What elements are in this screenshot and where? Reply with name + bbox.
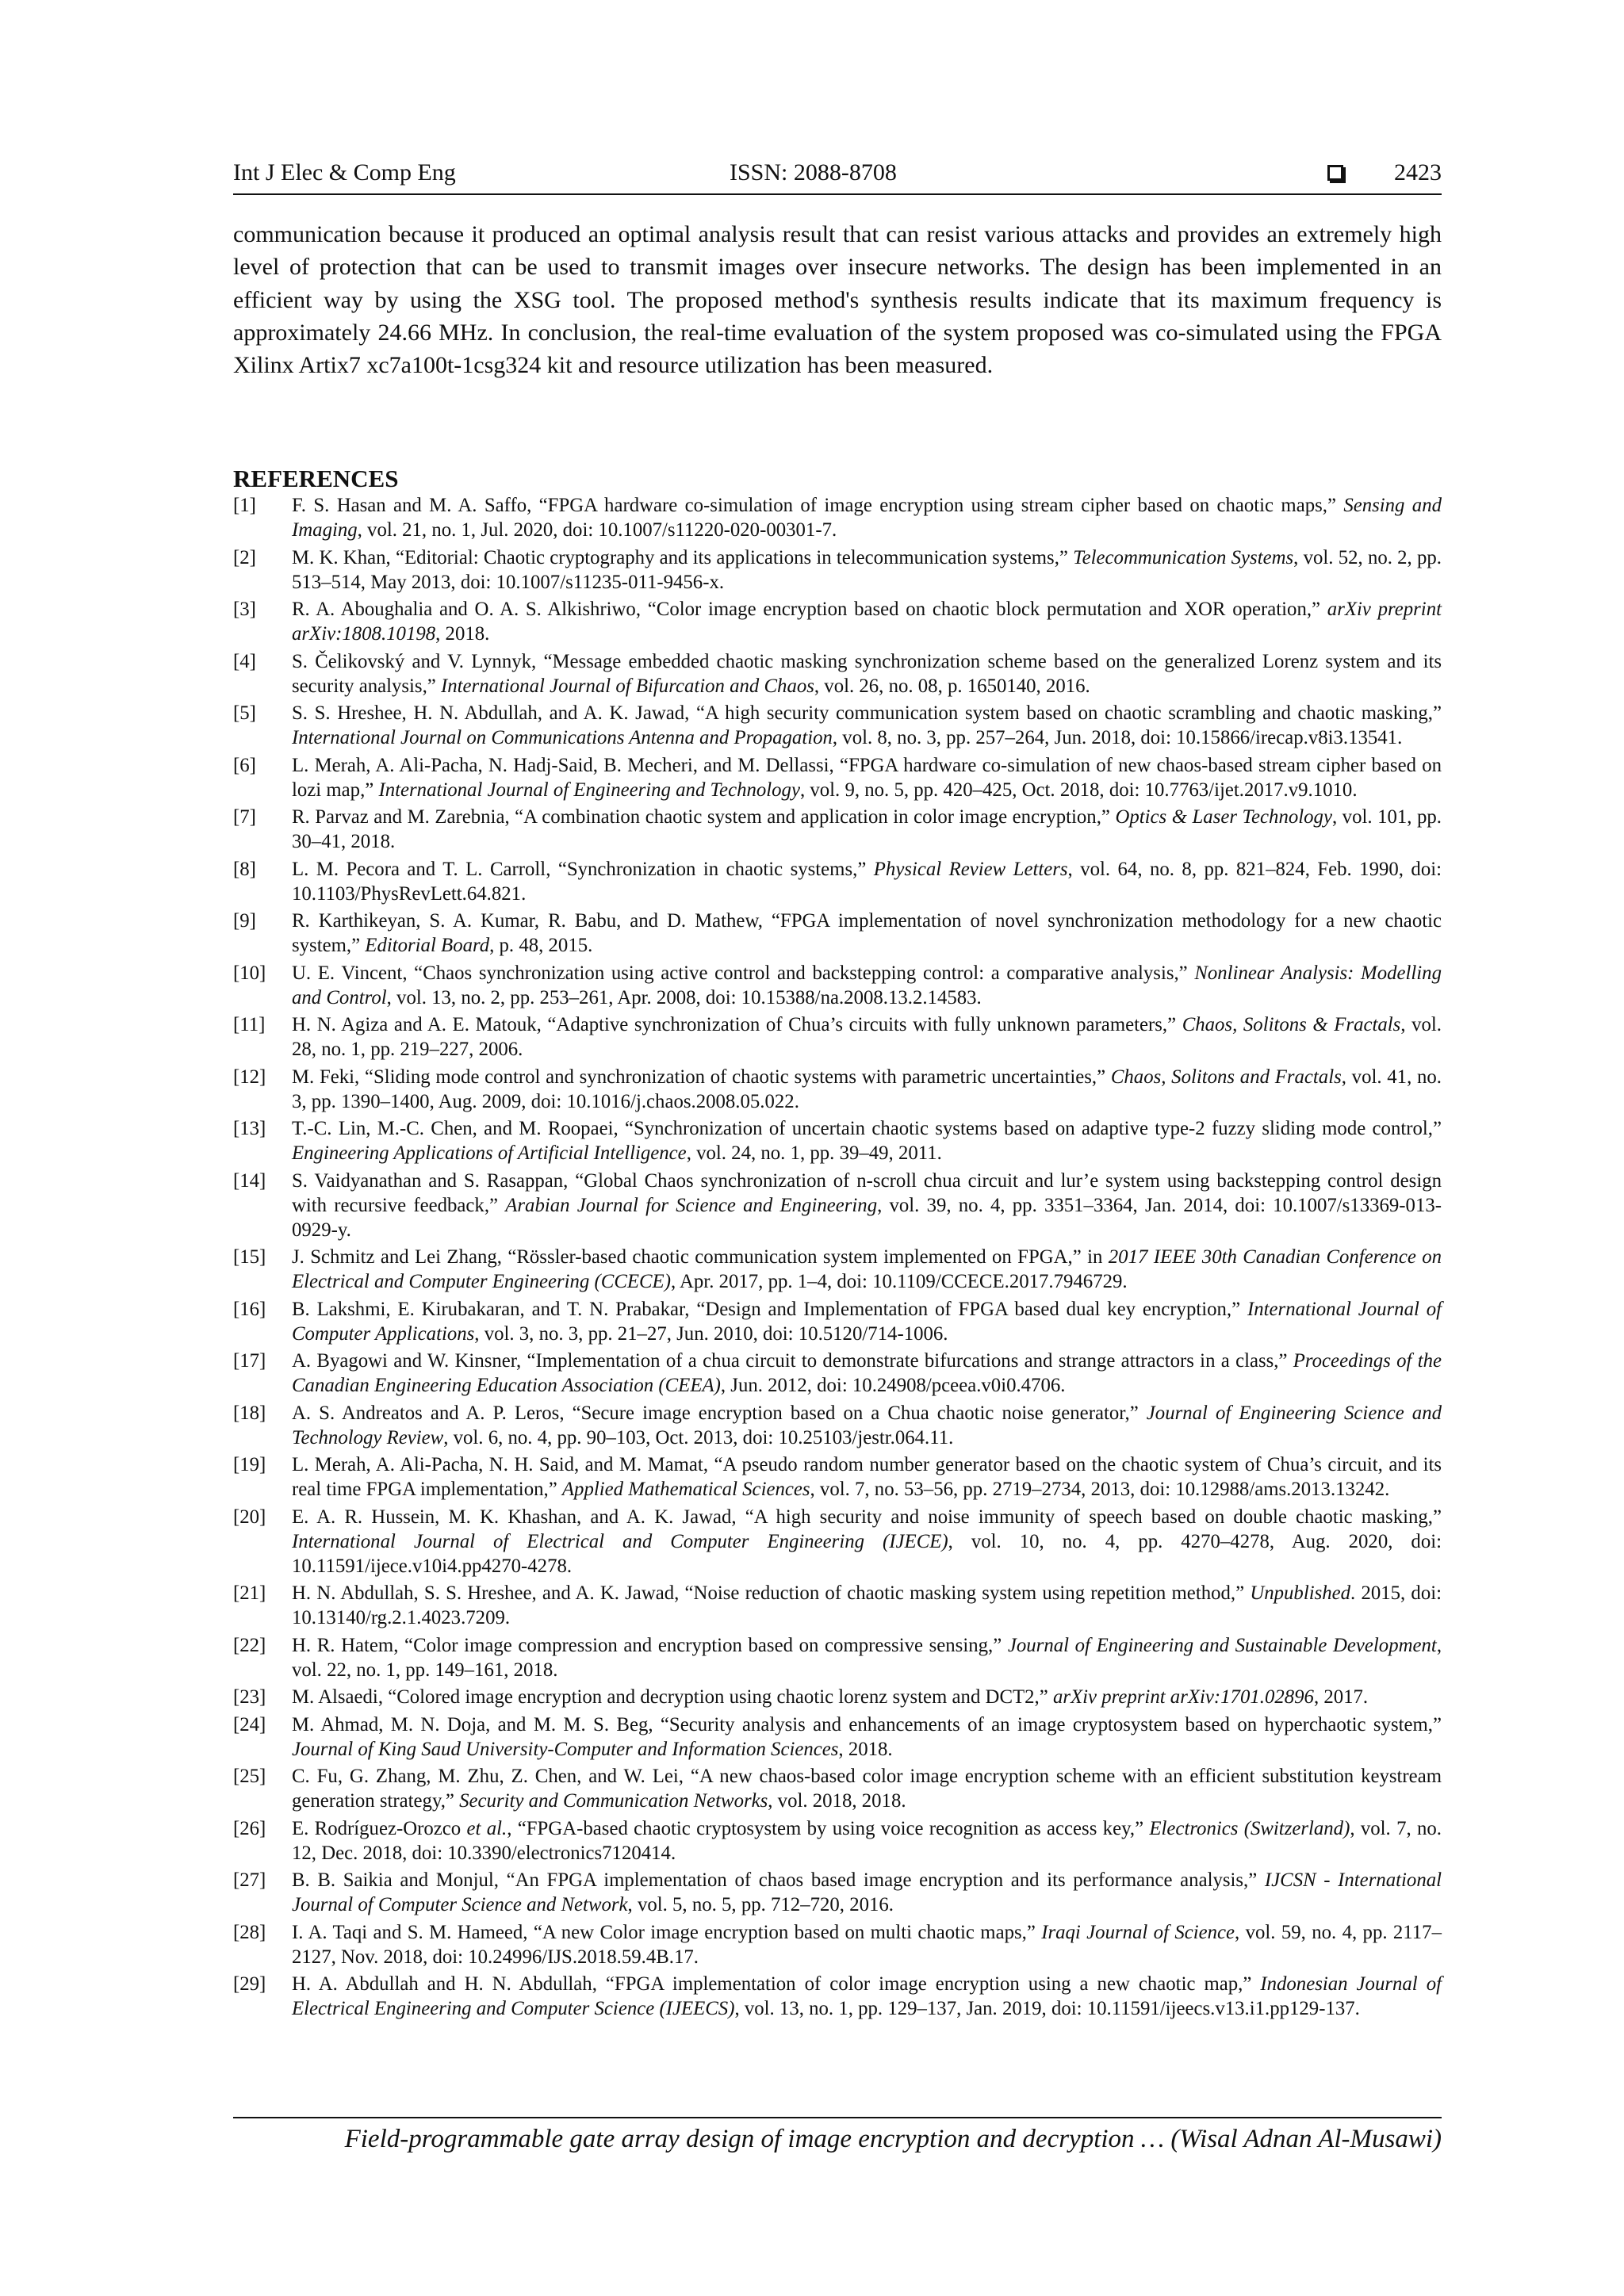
- reference-text: [292, 1297, 1442, 1346]
- reference-text: [292, 961, 1442, 1010]
- reference-number: [5]: [233, 702, 256, 724]
- reference-text: [292, 701, 1442, 750]
- reference-number: [2]: [233, 546, 256, 568]
- reference-segment: L. Merah, A. Ali-Pacha, N. Hadj-Said, B. Mecheri, and M. Dellassi, “FPGA hardware co-simulation of new chaos-based stream cipher based on lozi map,”: [292, 754, 1442, 801]
- reference-item: [233, 1505, 1442, 1578]
- reference-text: [292, 1452, 1442, 1502]
- reference-item: [233, 545, 1442, 595]
- reference-segment: I. A. Taqi and S. M. Hameed, “A new Color image encryption based on multi chaotic maps,”: [292, 1921, 1042, 1943]
- reference-segment: S. Vaidyanathan and S. Rasappan, “Global Chaos synchronization of n-scroll chua circuit and lur’e system using backstepping control design with recursive feedback,”: [292, 1169, 1442, 1216]
- reference-number: [17]: [233, 1350, 266, 1372]
- reference-source: Journal of King Saud University-Computer and Information Sciences: [292, 1738, 839, 1760]
- reference-segment: , vol. 5, no. 5, pp. 712–720, 2016.: [627, 1894, 894, 1915]
- references-list: [233, 493, 1442, 2024]
- reference-segment: , vol. 21, no. 1, Jul. 2020, doi: 10.1007/s11220-020-00301-7.: [357, 519, 837, 541]
- reference-segment: S. Čelikovský and V. Lynnyk, “Message embedded chaotic masking synchronization scheme based on the generalized Lorenz system and its security analysis,”: [292, 650, 1442, 697]
- reference-segment: , Jun. 2012, doi: 10.24908/pceea.v0i0.4706.: [720, 1375, 1066, 1396]
- reference-item: [233, 701, 1442, 750]
- reference-text: [292, 1972, 1442, 2021]
- reference-item: [233, 1297, 1442, 1346]
- reference-segment: M. Ahmad, M. N. Doja, and M. M. S. Beg, “Security analysis and enhancements of an image cryptosystem based on hyperchaotic system,”: [292, 1713, 1442, 1735]
- reference-source: Sensing and Imaging: [292, 495, 1442, 541]
- reference-segment: S. S. Hreshee, H. N. Abdullah, and A. K. Jawad, “A high security communication system based on chaotic scrambling and chaotic masking,”: [292, 702, 1442, 724]
- reference-segment: L. Merah, A. Ali-Pacha, N. H. Said, and M. Mamat, “A pseudo random number generator based on the chaotic system of Chua’s circuit, and its real time FPGA implementation,”: [292, 1454, 1442, 1500]
- reference-source: Chaos, Solitons & Fractals: [1182, 1014, 1401, 1035]
- reference-number: [23]: [233, 1686, 266, 1708]
- reference-segment: H. A. Abdullah and H. N. Abdullah, “FPGA implementation of color image encryption using a new chaotic map,”: [292, 1973, 1261, 1995]
- reference-number: [8]: [233, 858, 256, 880]
- reference-item: [233, 1452, 1442, 1502]
- reference-segment: , 2018.: [838, 1738, 893, 1760]
- reference-segment: , vol. 28, no. 1, pp. 219–227, 2006.: [292, 1014, 1442, 1060]
- reference-segment: , vol. 7, no. 53–56, pp. 2719–2734, 2013, doi: 10.12988/ams.2013.13242.: [810, 1479, 1390, 1500]
- reference-text: [292, 1116, 1442, 1165]
- reference-item: [233, 1581, 1442, 1630]
- reference-number: [28]: [233, 1921, 266, 1943]
- reference-text: [292, 597, 1442, 646]
- page-number: 2423: [1394, 159, 1442, 186]
- reference-source: Nonlinear Analysis: Modelling and Control: [292, 962, 1442, 1008]
- reference-segment: T.-C. Lin, M.-C. Chen, and M. Roopaei, “Synchronization of uncertain chaotic systems based on adaptive type-2 fuzzy sliding mode control,”: [292, 1118, 1442, 1139]
- reference-segment: A. Byagowi and W. Kinsner, “Implementation of a chua circuit to demonstrate bifurcations and strange attractors in a class,”: [292, 1350, 1293, 1372]
- reference-number: [18]: [233, 1402, 266, 1424]
- reference-text: [292, 545, 1442, 595]
- reference-text: [292, 1169, 1442, 1242]
- reference-segment: , vol. 41, no. 3, pp. 1390–1400, Aug. 2009, doi: 10.1016/j.chaos.2008.05.022.: [292, 1066, 1442, 1112]
- running-header: [233, 155, 1442, 190]
- reference-item: [233, 1868, 1442, 1917]
- reference-segment: E. A. R. Hussein, M. K. Khashan, and A. K. Jawad, “A high security and noise immunity of speech based on double chaotic masking,”: [292, 1506, 1442, 1528]
- reference-number: [9]: [233, 910, 256, 932]
- reference-segment: B. Lakshmi, E. Kirubakaran, and T. N. Prabakar, “Design and Implementation of FPGA based dual key encryption,”: [292, 1298, 1247, 1320]
- reference-source: International Journal of Bifurcation and Chaos: [441, 675, 814, 697]
- reference-segment: U. E. Vincent, “Chaos synchronization using active control and backstepping control: a comparative analysis,”: [292, 962, 1195, 984]
- reference-item: [233, 857, 1442, 906]
- reference-item: [233, 1685, 1442, 1709]
- reference-source: Arabian Journal for Science and Engineering: [505, 1194, 878, 1216]
- reference-number: [25]: [233, 1766, 266, 1787]
- reference-segment: , vol. 2018, 2018.: [768, 1790, 906, 1812]
- reference-source: Security and Communication Networks: [459, 1790, 768, 1812]
- reference-item: [233, 1245, 1442, 1294]
- reference-number: [24]: [233, 1713, 266, 1735]
- reference-source: Chaos, Solitons and Fractals: [1110, 1066, 1342, 1088]
- reference-number: [29]: [233, 1973, 266, 1995]
- journal-name: Int J Elec & Comp Eng: [233, 159, 456, 186]
- reference-source: Engineering Applications of Artificial Intelligence: [292, 1142, 687, 1164]
- reference-text: [292, 493, 1442, 542]
- reference-segment: , 2018.: [435, 623, 490, 645]
- reference-source: Applied Mathematical Sciences: [561, 1479, 810, 1500]
- reference-segment: , vol. 8, no. 3, pp. 257–264, Jun. 2018, doi: 10.15866/irecap.v8i3.13541.: [832, 727, 1403, 748]
- running-footer: Field-programmable gate array design of image encryption and decryption … (Wisal Adnan Al-Musawi): [344, 2125, 1442, 2153]
- reference-source: et al.: [466, 1817, 508, 1839]
- reference-text: [292, 857, 1442, 906]
- reference-number: [6]: [233, 754, 256, 776]
- reference-segment: , 2017.: [1313, 1686, 1369, 1708]
- reference-item: [233, 1349, 1442, 1398]
- reference-text: [292, 1633, 1442, 1682]
- reference-item: [233, 1633, 1442, 1682]
- square-bullet-icon: [1327, 165, 1343, 181]
- reference-segment: M. Alsaedi, “Colored image encryption and decryption using chaotic lorenz system and DCT2,”: [292, 1686, 1053, 1708]
- reference-text: [292, 1816, 1442, 1866]
- reference-segment: , vol. 7, no. 12, Dec. 2018, doi: 10.3390/electronics7120414.: [292, 1817, 1442, 1864]
- reference-text: [292, 1685, 1442, 1709]
- reference-segment: H. N. Abdullah, S. S. Hreshee, and A. K. Jawad, “Noise reduction of chaotic masking system using repetition method,”: [292, 1582, 1251, 1604]
- reference-item: [233, 1401, 1442, 1450]
- reference-source: arXiv preprint arXiv:1701.02896: [1052, 1686, 1314, 1708]
- reference-item: [233, 493, 1442, 542]
- reference-source: IJCSN - International Journal of Computer Science and Network: [292, 1869, 1442, 1915]
- reference-segment: , vol. 59, no. 4, pp. 2117–2127, Nov. 2018, doi: 10.24996/IJS.2018.59.4B.17.: [292, 1921, 1442, 1968]
- reference-source: Telecommunication Systems: [1073, 546, 1294, 568]
- reference-segment: , vol. 9, no. 5, pp. 420–425, Oct. 2018, doi: 10.7763/ijet.2017.v9.1010.: [799, 779, 1358, 801]
- reference-text: [292, 1012, 1442, 1062]
- reference-segment: F. S. Hasan and M. A. Saffo, “FPGA hardware co-simulation of image encryption using stream cipher based on chaotic maps,”: [292, 495, 1344, 516]
- reference-source: Editorial Board: [365, 935, 490, 956]
- reference-segment: , vol. 10, no. 4, pp. 4270–4278, Aug. 2020, doi: 10.11591/ijece.v10i4.pp4270-4278.: [292, 1530, 1442, 1577]
- references-heading: REFERENCES: [233, 465, 399, 492]
- reference-segment: , vol. 22, no. 1, pp. 149–161, 2018.: [292, 1634, 1442, 1681]
- reference-item: [233, 649, 1442, 698]
- reference-segment: , vol. 26, no. 08, p. 1650140, 2016.: [814, 675, 1090, 697]
- reference-number: [11]: [233, 1014, 266, 1035]
- body-paragraph: communication because it produced an optimal analysis result that can resist various attacks and provides an extremely high level of protection that can be used to transmit images over insecure networks. The design has been implemented in an efficient way by using the XSG tool. The proposed method's synthesis results indicate that its maximum frequency is approximately 24.66 MHz. In conclusion, the real-time evaluation of the system proposed was co-simulated using the FPGA Xilinx Artix7 xc7a100t-1csg324 kit and resource utilization has been measured.: [233, 221, 1442, 379]
- reference-number: [15]: [233, 1246, 266, 1268]
- reference-text: [292, 753, 1442, 802]
- reference-segment: , Apr. 2017, pp. 1–4, doi: 10.1109/CCECE.2017.7946729.: [670, 1271, 1128, 1292]
- reference-number: [4]: [233, 650, 256, 672]
- reference-source: International Journal of Computer Applications: [292, 1298, 1442, 1345]
- reference-segment: H. R. Hatem, “Color image compression and encryption based on compressive sensing,”: [292, 1634, 1008, 1656]
- reference-source: Physical Review Letters: [873, 858, 1068, 880]
- reference-source: arXiv preprint arXiv:1808.10198: [292, 599, 1442, 645]
- reference-item: [233, 753, 1442, 802]
- reference-item: [233, 1972, 1442, 2021]
- reference-item: [233, 909, 1442, 958]
- reference-segment: , vol. 101, pp. 30–41, 2018.: [292, 806, 1442, 852]
- header-rule: [233, 193, 1442, 195]
- reference-number: [10]: [233, 962, 266, 984]
- reference-text: [292, 1245, 1442, 1294]
- reference-text: [292, 649, 1442, 698]
- reference-text: [292, 1920, 1442, 1969]
- reference-item: [233, 1065, 1442, 1114]
- reference-text: [292, 909, 1442, 958]
- reference-item: [233, 1764, 1442, 1813]
- issn: ISSN: 2088-8708: [730, 159, 897, 186]
- reference-number: [1]: [233, 495, 256, 516]
- reference-source: Proceedings of the Canadian Engineering Education Association (CEEA): [292, 1350, 1442, 1396]
- reference-segment: , vol. 39, no. 4, pp. 3351–3364, Jan. 2014, doi: 10.1007/s13369-013-0929-y.: [292, 1194, 1442, 1241]
- reference-segment: M. Feki, “Sliding mode control and synchronization of chaotic systems with parametric uncertainties,”: [292, 1066, 1111, 1088]
- reference-item: [233, 961, 1442, 1010]
- reference-number: [16]: [233, 1298, 266, 1320]
- reference-number: [27]: [233, 1869, 266, 1891]
- reference-segment: M. K. Khan, “Editorial: Chaotic cryptography and its applications in telecommunication systems,”: [292, 546, 1074, 568]
- reference-segment: , vol. 13, no. 1, pp. 129–137, Jan. 2019, doi: 10.11591/ijeecs.v13.i1.pp129-137.: [734, 1998, 1360, 2019]
- reference-segment: , vol. 52, no. 2, pp. 513–514, May 2013, doi: 10.1007/s11235-011-9456-x.: [292, 546, 1442, 593]
- reference-text: [292, 1764, 1442, 1813]
- reference-segment: H. N. Agiza and A. E. Matouk, “Adaptive synchronization of Chua’s circuits with fully unknown parameters,”: [292, 1014, 1182, 1035]
- reference-number: [7]: [233, 806, 256, 828]
- reference-source: International Journal on Communications Antenna and Propagation: [292, 727, 833, 748]
- reference-source: Journal of Engineering Science and Technology Review: [292, 1402, 1442, 1448]
- reference-item: [233, 1712, 1442, 1762]
- reference-item: [233, 1169, 1442, 1242]
- reference-source: Optics & Laser Technology: [1115, 806, 1332, 828]
- reference-number: [22]: [233, 1634, 266, 1656]
- reference-segment: , vol. 13, no. 2, pp. 253–261, Apr. 2008, doi: 10.15388/na.2008.13.2.14583.: [386, 986, 982, 1008]
- reference-number: [3]: [233, 599, 256, 620]
- reference-text: [292, 1065, 1442, 1114]
- reference-segment: , vol. 64, no. 8, pp. 821–824, Feb. 1990, doi: 10.1103/PhysRevLett.64.821.: [292, 858, 1442, 905]
- reference-segment: , vol. 6, no. 4, pp. 90–103, Oct. 2013, doi: 10.25103/jestr.064.11.: [443, 1426, 954, 1448]
- reference-text: [292, 1712, 1442, 1762]
- reference-segment: E. Rodríguez-Orozco: [292, 1817, 467, 1839]
- reference-segment: B. B. Saikia and Monjul, “An FPGA implementation of chaos based image encryption and its performance analysis,”: [292, 1869, 1265, 1891]
- reference-segment: R. Parvaz and M. Zarebnia, “A combination chaotic system and application in color image encryption,”: [292, 806, 1116, 828]
- reference-number: [12]: [233, 1066, 266, 1088]
- reference-segment: A. S. Andreatos and A. P. Leros, “Secure image encryption based on a Chua chaotic noise generator,”: [292, 1402, 1147, 1424]
- reference-item: [233, 1920, 1442, 1969]
- reference-item: [233, 1816, 1442, 1866]
- reference-source: Journal of Engineering and Sustainable Development: [1007, 1634, 1437, 1656]
- reference-text: [292, 1868, 1442, 1917]
- reference-segment: , “FPGA-based chaotic cryptosystem by using voice recognition as access key,”: [507, 1817, 1150, 1839]
- reference-text: [292, 805, 1442, 854]
- reference-text: [292, 1581, 1442, 1630]
- reference-segment: . 2015, doi: 10.13140/rg.2.1.4023.7209.: [292, 1582, 1442, 1628]
- reference-source: Indonesian Journal of Electrical Engineering and Computer Science (IJEECS): [292, 1973, 1442, 2019]
- reference-number: [26]: [233, 1817, 266, 1839]
- reference-segment: R. Karthikeyan, S. A. Kumar, R. Babu, and D. Mathew, “FPGA implementation of novel synchronization methodology for a new chaotic system,”: [292, 910, 1442, 956]
- reference-text: [292, 1349, 1442, 1398]
- reference-number: [14]: [233, 1169, 266, 1192]
- reference-segment: J. Schmitz and Lei Zhang, “Rössler-based chaotic communication system implemented on FPGA,” in: [292, 1246, 1109, 1268]
- reference-text: [292, 1505, 1442, 1578]
- reference-segment: , p. 48, 2015.: [489, 935, 593, 956]
- reference-segment: , vol. 24, no. 1, pp. 39–49, 2011.: [686, 1142, 942, 1164]
- reference-item: [233, 1012, 1442, 1062]
- reference-source: International Journal of Engineering and Technology: [378, 779, 800, 801]
- reference-source: Electronics (Switzerland): [1149, 1817, 1350, 1839]
- reference-number: [20]: [233, 1506, 266, 1528]
- reference-source: International Journal of Electrical and Computer Engineering (IJECE): [292, 1530, 948, 1552]
- reference-segment: R. A. Aboughalia and O. A. S. Alkishriwo, “Color image encryption based on chaotic block permutation and XOR operation,”: [292, 599, 1327, 620]
- reference-item: [233, 1116, 1442, 1165]
- reference-number: [19]: [233, 1454, 266, 1475]
- reference-text: [292, 1401, 1442, 1450]
- reference-segment: L. M. Pecora and T. L. Carroll, “Synchronization in chaotic systems,”: [292, 858, 874, 880]
- reference-source: 2017 IEEE 30th Canadian Conference on Electrical and Computer Engineering (CCECE): [292, 1246, 1442, 1292]
- reference-number: [13]: [233, 1118, 266, 1139]
- reference-item: [233, 805, 1442, 854]
- footer-rule: [233, 2117, 1442, 2118]
- reference-segment: , vol. 3, no. 3, pp. 21–27, Jun. 2010, doi: 10.5120/714-1006.: [474, 1322, 948, 1345]
- reference-source: Iraqi Journal of Science: [1041, 1921, 1235, 1943]
- reference-number: [21]: [233, 1582, 266, 1604]
- reference-source: Unpublished: [1250, 1582, 1351, 1604]
- reference-segment: C. Fu, G. Zhang, M. Zhu, Z. Chen, and W. Lei, “A new chaos-based color image encryption scheme with an efficient substitution keystream generation strategy,”: [292, 1766, 1442, 1812]
- reference-item: [233, 597, 1442, 646]
